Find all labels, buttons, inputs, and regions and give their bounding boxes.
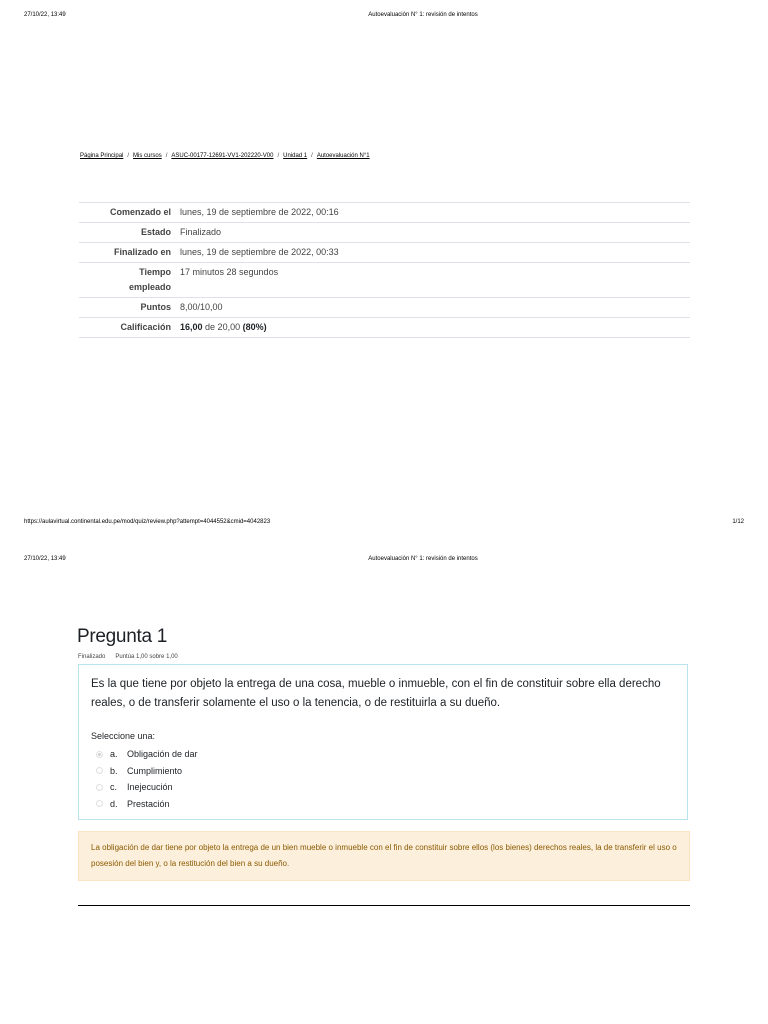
started-value: lunes, 19 de septiembre de 2022, 00:16 [180,207,339,217]
question-title: Pregunta 1 [77,626,167,647]
option-label: Inejecución [127,782,173,793]
summary-row-grade [79,318,690,338]
grade-label: Calificación [120,322,171,332]
breadcrumb [80,153,370,159]
answer-options [96,746,198,812]
answer-option-c[interactable] [96,779,198,796]
summary-row-points [79,298,690,318]
radio-button[interactable] [96,784,103,791]
answer-option-a[interactable] [96,746,198,763]
breadcrumb-my-courses[interactable]: Mis cursos [133,153,162,159]
grade-value [176,318,690,338]
started-label: Comenzado el [109,207,171,217]
breadcrumb-separator: / [165,153,168,159]
print-date: 27/10/22, 13:49 [24,556,66,562]
general-feedback-text: La obligación de dar tiene por objeto la entrega de un bien mueble o inmueble con el fin de constituir sobre ellos (los bienes) derechos reales, la de transferir el uso o posesión del bien y, o la restitución del bien a su dueño. [91,843,677,868]
section-divider [78,905,690,906]
time-label [79,263,176,298]
option-label: Prestación [127,798,170,809]
grade-of: de 20,00 [205,322,241,332]
radio-button[interactable] [96,767,103,774]
breadcrumb-course[interactable]: ASUC-00177-12691-VV1-202220-V00 [171,153,274,159]
time-label-line1: Tiempo [139,267,171,277]
answer-option-b[interactable] [96,763,198,780]
summary-row-state [79,223,690,243]
finished-label: Finalizado en [113,247,171,257]
question-grade: Puntúa 1,00 sobre 1,00 [115,654,178,660]
print-date: 27/10/22, 13:49 [24,12,66,18]
breadcrumb-home[interactable]: Página Principal [80,153,124,159]
option-label: Obligación de dar [127,749,198,760]
state-label: Estado [140,227,171,237]
breadcrumb-quiz[interactable]: Autoevaluación N°1 [316,153,370,159]
breadcrumb-unit[interactable]: Unidad 1 [283,153,308,159]
radio-button-selected[interactable] [96,751,103,758]
question-text: Es la que tiene por objeto la entrega de una cosa, mueble o inmueble, con el fin de constituir sobre ella derecho reales, o de transferir solamente el uso o la tenencia, o de restituirla a su dueño. [91,678,661,709]
general-feedback-box [78,831,690,881]
print-title: Autoevaluación N° 1: revisión de intentos [368,556,478,562]
summary-row-started [79,203,690,223]
option-letter: a. [110,749,118,760]
time-value: 17 minutos 28 segundos [180,267,279,277]
print-page-number: 1/12 [732,519,744,525]
summary-row-time [79,263,690,298]
option-letter: d. [110,798,118,809]
summary-row-finished [79,243,690,263]
option-label: Cumplimiento [127,765,183,776]
print-title: Autoevaluación N° 1: revisión de intentos [368,12,478,18]
print-url: https://aulavirtual.continental.edu.pe/mod/quiz/review.php?attempt=4044552&cmid=4042823 [24,519,271,525]
question-content-box [78,664,688,820]
grade-percent: (80%) [242,322,267,332]
points-value: 8,00/10,00 [180,302,223,312]
grade-score: 16,00 [180,322,203,332]
breadcrumb-separator: / [311,153,313,159]
radio-button[interactable] [96,800,103,807]
question-info [78,654,178,660]
points-label: Puntos [140,302,171,312]
question-state: Finalizado [78,654,106,660]
breadcrumb-separator: / [127,153,130,159]
question-prompt: Seleccione una: [91,731,156,741]
finished-value: lunes, 19 de septiembre de 2022, 00:33 [180,247,339,257]
attempt-summary-table [79,202,690,338]
option-letter: c. [110,782,118,793]
breadcrumb-separator: / [277,153,280,159]
option-letter: b. [110,765,118,776]
answer-option-d[interactable] [96,796,198,813]
state-value: Finalizado [180,227,222,237]
time-label-line2: empleado [128,282,171,292]
